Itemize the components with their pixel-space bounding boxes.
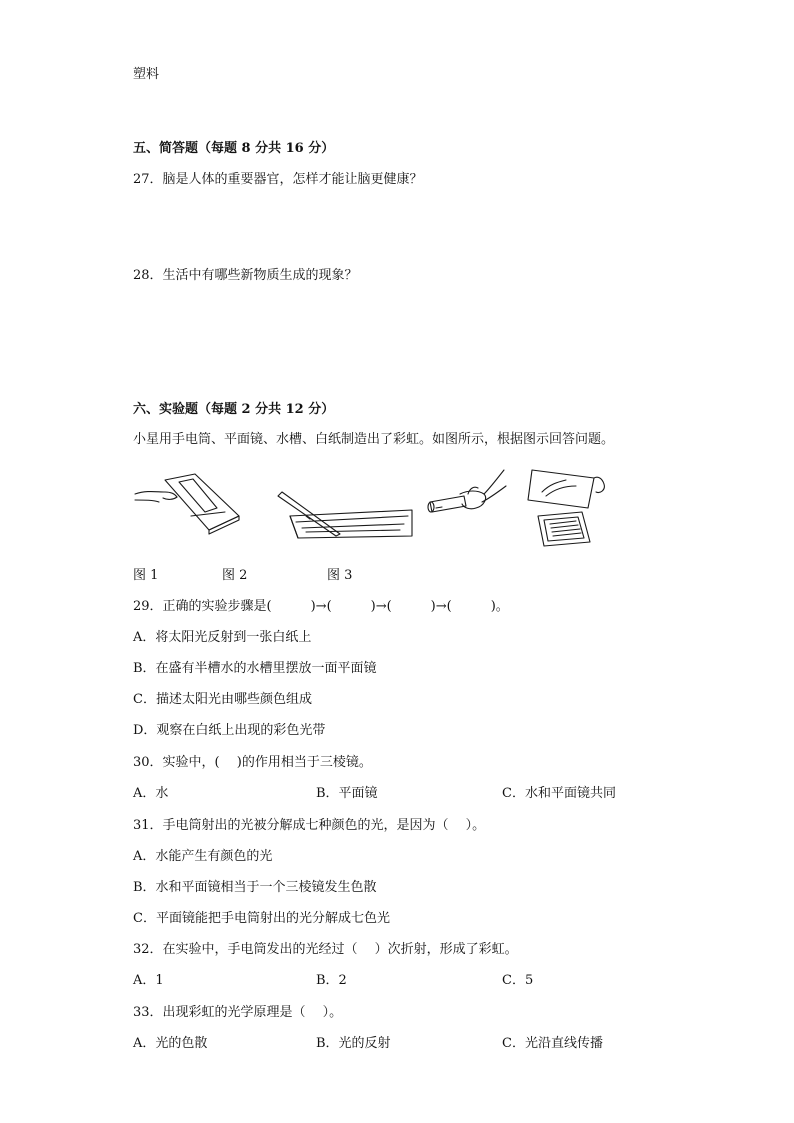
q30-option-b: B．平面镜 (316, 786, 378, 801)
question-30: 30．实验中，( )的作用相当于三棱镜。 (133, 755, 372, 770)
question-31: 31．手电筒射出的光被分解成七种颜色的光，是因为（ ）。 (133, 818, 486, 833)
leftover-answer-text: 塑料 (133, 67, 160, 82)
section-five-heading: 五、简答题（每题 8 分共 16 分） (133, 141, 335, 156)
section-six-heading: 六、实验题（每题 2 分共 12 分） (133, 402, 335, 417)
figure-3-illustration (524, 466, 610, 550)
q31-option-b: B．水和平面镜相当于一个三棱镜发生色散 (133, 880, 377, 895)
q32-option-b: B．2 (316, 973, 347, 988)
question-27: 27．脑是人体的重要器官，怎样才能让脑更健康？ (133, 172, 423, 187)
question-29: 29．正确的实验步骤是( )→( )→( )→( )。 (133, 599, 509, 614)
q29-option-a: A．将太阳光反射到一张白纸上 (133, 630, 312, 645)
experiment-intro: 小星用手电筒、平面镜、水槽、白纸制造出了彩虹。如图所示，根据图示回答问题。 (133, 432, 615, 447)
question-28: 28．生活中有哪些新物质生成的现象？ (133, 268, 358, 283)
q30-option-a: A．水 (133, 786, 169, 801)
figure-1-caption: 图 1 (133, 568, 159, 583)
q32-option-a: A．1 (133, 973, 164, 988)
q31-option-a: A．水能产生有颜色的光 (133, 849, 273, 864)
figure-2-illustration (276, 488, 416, 548)
q30-option-c: C．水和平面镜共同 (502, 786, 616, 801)
figure-2-caption: 图 2 (222, 568, 248, 583)
q31-option-c: C．平面镜能把手电筒射出的光分解成七色光 (133, 911, 390, 926)
question-32: 32．在实验中，手电筒发出的光经过（ ）次折射，形成了彩虹。 (133, 942, 518, 957)
q33-option-b: B．光的反射 (316, 1036, 391, 1051)
q29-option-c: C．描述太阳光由哪些颜色组成 (133, 692, 312, 707)
question-33: 33．出现彩虹的光学原理是（ ）。 (133, 1005, 343, 1020)
q32-option-c: C．5 (502, 973, 534, 988)
q33-option-c: C．光沿直线传播 (502, 1036, 603, 1051)
figure-1-illustration (133, 470, 243, 542)
q29-option-b: B．在盛有半槽水的水槽里摆放一面平面镜 (133, 661, 377, 676)
figure-3-caption: 图 3 (327, 568, 353, 583)
q29-option-d: D．观察在白纸上出现的彩色光带 (133, 723, 326, 738)
flashlight-illustration (424, 468, 506, 514)
q33-option-a: A．光的色散 (133, 1036, 208, 1051)
